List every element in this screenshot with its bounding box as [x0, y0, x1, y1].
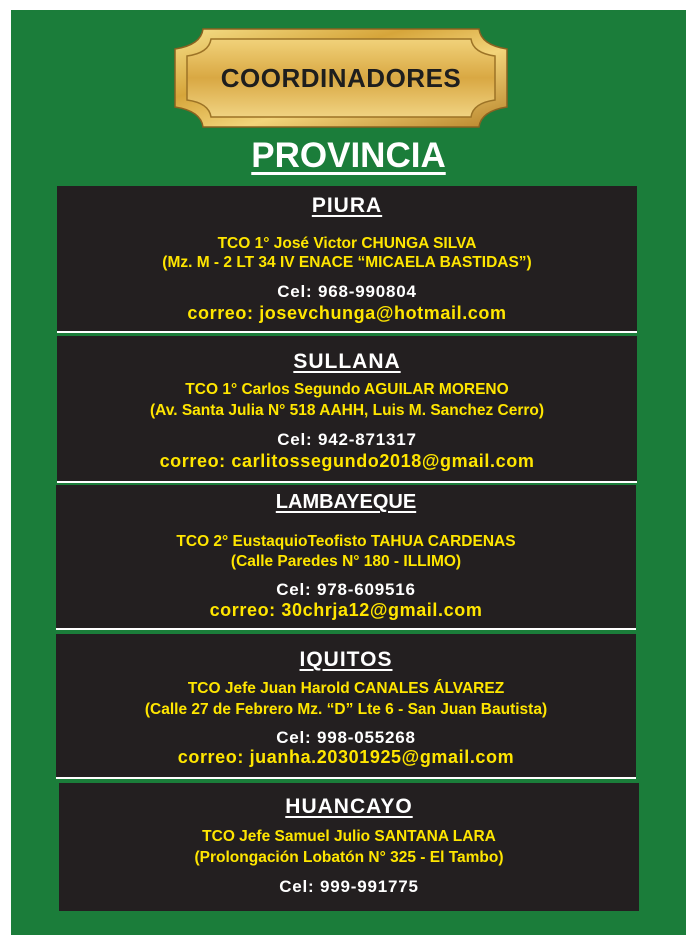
coordinator-name: TCO 1° Carlos Segundo AGUILAR MORENO [185, 381, 509, 398]
coordinator-card-piura [57, 186, 637, 333]
coordinator-name: TCO 1° José Victor CHUNGA SILVA [217, 235, 477, 252]
coordinator-name: TCO 2° EustaquioTeofisto TAHUA CARDENAS [176, 533, 516, 550]
coordinator-card-iquitos [56, 634, 636, 779]
coordinator-address: (Mz. M - 2 LT 34 IV ENACE “MICAELA BASTIDAS”) [162, 254, 532, 271]
coordinator-address: (Calle Paredes N° 180 - ILLIMO) [230, 553, 462, 570]
email-address: correo: carlitossegundo2018@gmail.com [159, 451, 535, 471]
coordinator-name: TCO Jefe Juan Harold CANALES ÁLVAREZ [187, 680, 505, 697]
coordinator-address: (Av. Santa Julia N° 518 AAHH, Luis M. Sanchez Cerro) [149, 402, 545, 419]
coordinator-card-huancayo [59, 783, 639, 911]
coordinator-address: (Calle 27 de Febrero Mz. “D” Lte 6 - San Juan Bautista) [144, 701, 548, 718]
coordinadores-badge [173, 27, 509, 129]
city-title: LAMBAYEQUE [275, 491, 417, 513]
coordinator-card-lambayeque [56, 485, 636, 630]
section-title: PROVINCIA [251, 136, 446, 175]
phone-number: Cel: 942-871317 [277, 430, 417, 449]
email-address: correo: juanha.20301925@gmail.com [177, 747, 515, 767]
coordinator-card-sullana [57, 336, 637, 483]
email-address: correo: josevchunga@hotmail.com [187, 303, 507, 323]
coordinator-address: (Prolongación Lobatón N° 325 - El Tambo) [194, 849, 504, 866]
email-address: correo: 30chrja12@gmail.com [209, 600, 483, 620]
phone-number: Cel: 999-991775 [279, 877, 419, 896]
city-title: IQUITOS [299, 648, 393, 671]
phone-number: Cel: 998-055268 [276, 728, 416, 747]
coordinator-name: TCO Jefe Samuel Julio SANTANA LARA [202, 828, 496, 845]
city-title: PIURA [311, 194, 383, 217]
city-title: SULLANA [293, 350, 401, 373]
phone-number: Cel: 968-990804 [277, 282, 417, 301]
phone-number: Cel: 978-609516 [276, 580, 416, 599]
city-title: HUANCAYO [285, 795, 413, 818]
badge-label: COORDINADORES [220, 62, 462, 93]
